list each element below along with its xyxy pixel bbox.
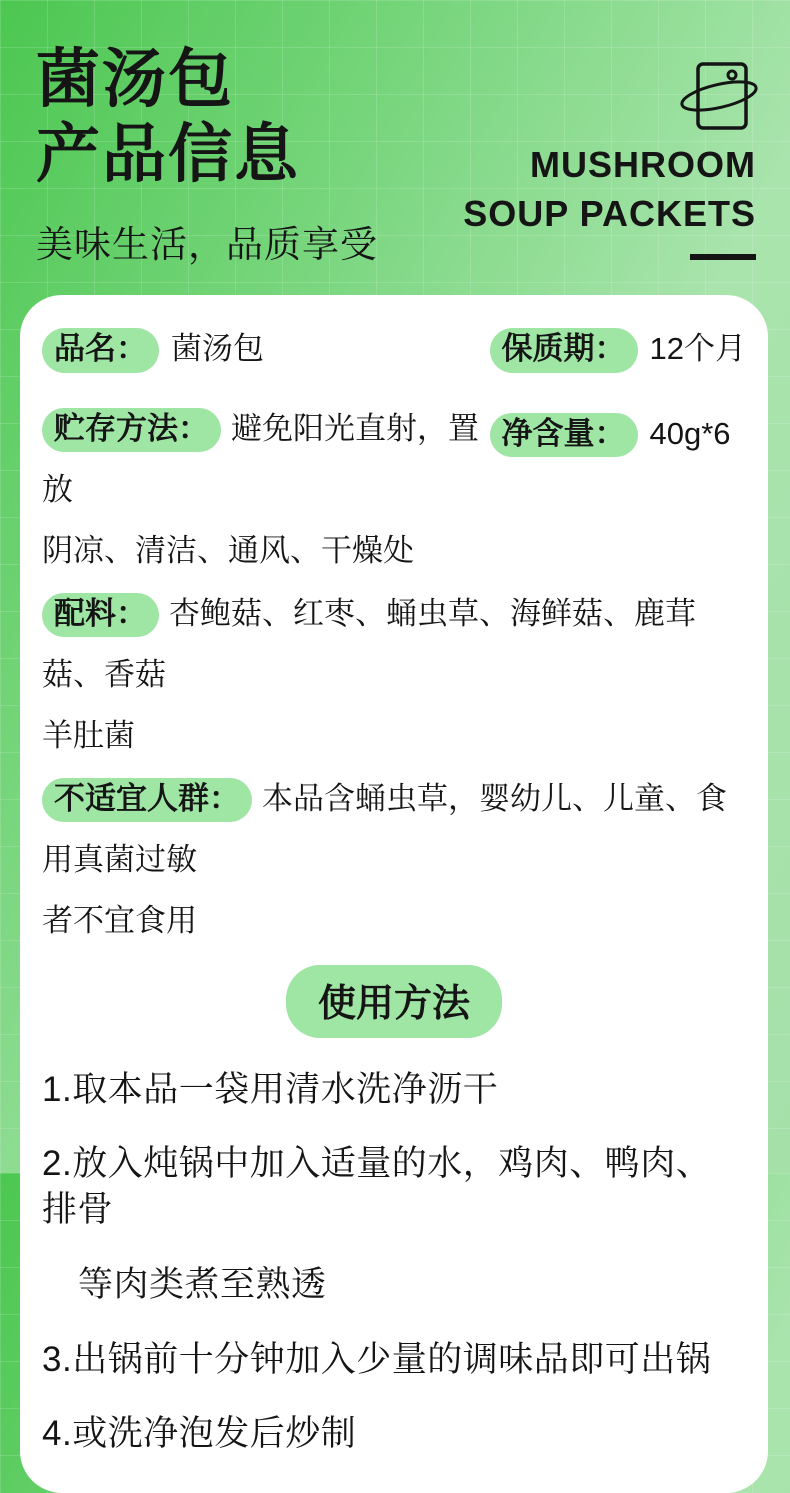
- net-content-label: 净含量：: [490, 413, 638, 458]
- brand-line1: MUSHROOM: [530, 144, 756, 185]
- shelf-life-value: 12个月: [649, 331, 746, 366]
- usage-step-1: 1.取本品一袋用清水洗净沥干: [42, 1069, 499, 1109]
- field-shelf-life: [490, 323, 746, 373]
- subtitle: 美味生活，品质享受: [36, 223, 378, 265]
- unsuitable-group-label: 不适宜人群：: [42, 778, 252, 823]
- product-name-value: 菌汤包: [171, 331, 264, 366]
- ingredients-value-line1: 杏鲍菇、红枣、蛹虫草、海鲜菇、鹿茸菇、香菇: [42, 595, 696, 692]
- storage-value-line2: 阴凉、清洁、通风、干燥处: [42, 532, 414, 568]
- info-column-left: [42, 323, 490, 583]
- unsuitable-value-line1: 本品含蛹虫草，婴幼儿、儿童、食用真菌过敏: [42, 780, 727, 877]
- field-net-content: [490, 413, 746, 458]
- brand-line2: SOUP PACKETS: [463, 192, 756, 234]
- usage-step-2-line2: 等肉类煮至熟透: [78, 1265, 327, 1305]
- unsuitable-value-line2: 者不宜食用: [42, 902, 197, 938]
- storage-value-line1: 避免阳光直射，置放: [42, 410, 479, 507]
- page-title-line2: 产品信息: [36, 117, 300, 190]
- usage-step-3: 3.出锅前十分钟加入少量的调味品即可出锅: [42, 1339, 712, 1379]
- ingredients-label: 配料：: [42, 593, 159, 638]
- page-title-line1: 菌汤包: [36, 43, 234, 115]
- usage-step-2-line1: 2.放入炖锅中加入适量的水，鸡肉、鸭肉、排骨: [42, 1144, 712, 1229]
- field-unsuitable-group: [42, 768, 746, 951]
- product-card: [20, 295, 768, 1493]
- info-columns: [42, 323, 746, 583]
- usage-section: [42, 965, 746, 1038]
- field-product-name: [42, 323, 490, 373]
- product-name-label: 品名：: [42, 328, 159, 373]
- header: [0, 0, 790, 295]
- info-column-right: [490, 323, 746, 583]
- net-content-value: 40g*6: [649, 415, 731, 451]
- ingredients-value-line2: 羊肚菌: [42, 717, 135, 753]
- usage-title-badge: 使用方法: [286, 965, 502, 1038]
- brand-text: [463, 141, 756, 260]
- brand-underline: [690, 254, 756, 260]
- soup-packet-orbit-icon: [676, 54, 760, 140]
- usage-step-4: 4.或洗净泡发后炒制: [42, 1414, 357, 1454]
- field-storage: [42, 398, 490, 581]
- usage-step-2: [42, 1141, 746, 1308]
- field-ingredients: [42, 583, 746, 766]
- shelf-life-label: 保质期：: [490, 328, 638, 373]
- storage-label: 贮存方法：: [42, 408, 221, 453]
